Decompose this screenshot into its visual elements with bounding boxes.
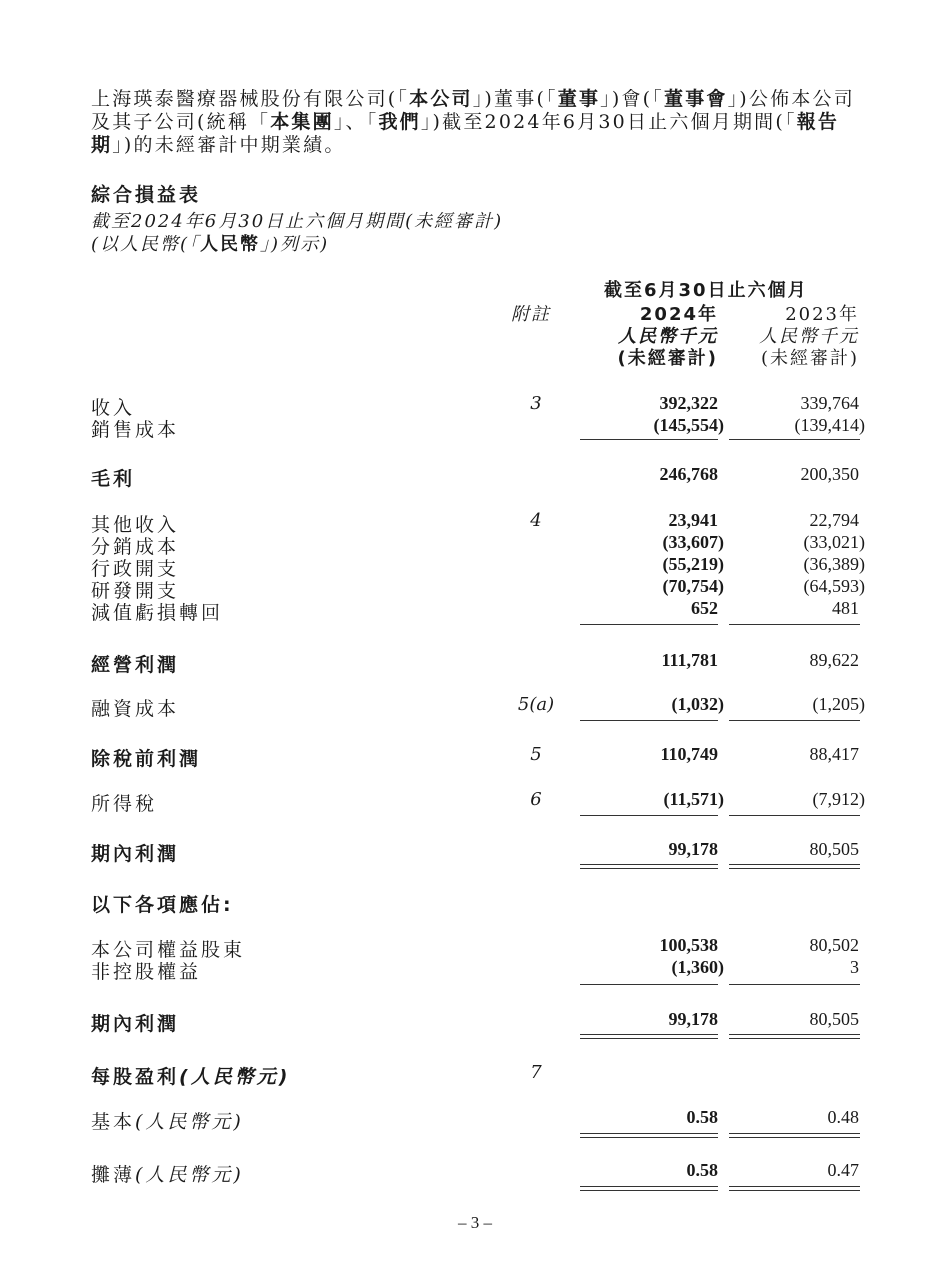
row-label: 除稅前利潤 (91, 748, 202, 770)
row-label: 研發開支 (91, 580, 180, 602)
intro-text: 」、「 (333, 111, 379, 133)
header-audit-2023: (未經審計) (760, 348, 859, 369)
row-value-2024: 99,178 (668, 839, 718, 859)
header-unit-2023: 人民幣千元 (759, 326, 859, 347)
row-label: 分銷成本 (91, 536, 180, 558)
row-value-2023: 339,764 (800, 393, 859, 413)
row-value-2023: 3 (850, 957, 859, 977)
row-value-2024: (70,754) (662, 576, 724, 596)
table-row (0, 1160, 950, 1184)
single-underline (580, 815, 718, 816)
table-row (0, 957, 950, 981)
row-label-main: 每股盈利 (91, 1066, 180, 1088)
double-underline (729, 1186, 860, 1191)
single-underline (729, 439, 860, 440)
row-value-2024: 110,749 (660, 744, 718, 764)
row-value-2023: (36,389) (803, 554, 865, 574)
row-label-main: 攤薄 (91, 1164, 136, 1186)
row-value-2023: 481 (832, 598, 859, 618)
table-row (0, 694, 950, 718)
table-row (0, 935, 950, 959)
row-note: 7 (530, 1062, 542, 1083)
intro-term-group: 本集團 (270, 111, 334, 133)
row-note: 4 (530, 510, 542, 531)
single-underline (580, 624, 718, 625)
row-label: 經營利潤 (91, 654, 180, 676)
row-value-2023: 80,502 (809, 935, 859, 955)
header-year-2023: 2023年 (785, 304, 859, 325)
row-label: 行政開支 (91, 558, 180, 580)
header-audit-2024: (未經審計) (617, 348, 718, 369)
single-underline (729, 720, 860, 721)
header-year-2024: 2024年 (639, 304, 718, 325)
row-label: 本公司權益股東 (91, 939, 246, 961)
row-value-2023: (64,593) (803, 576, 865, 596)
row-label (91, 1107, 244, 1134)
row-value-2024: 111,781 (661, 650, 718, 670)
row-value-2024: 23,941 (668, 510, 718, 530)
row-label: 毛利 (91, 468, 136, 490)
table-row (0, 839, 950, 863)
intro-term-board: 董事會 (664, 88, 728, 110)
row-value-2024: (1,032) (671, 694, 724, 714)
row-value-2024: 392,322 (659, 393, 718, 413)
single-underline (729, 815, 860, 816)
intro-text: 」)董事(「 (472, 88, 558, 110)
row-value-2023: 80,505 (809, 839, 859, 859)
table-row (0, 744, 950, 768)
row-value-2023: 80,505 (809, 1009, 859, 1029)
row-value-2023: 22,794 (809, 510, 859, 530)
row-value-2023: (1,205) (812, 694, 865, 714)
table-row (0, 598, 950, 622)
double-underline (580, 1186, 718, 1191)
header-unit-2024: 人民幣千元 (618, 326, 718, 347)
statement-title: 綜合損益表 (91, 184, 202, 206)
row-label: 減值虧損轉回 (91, 602, 224, 624)
subtitle-term-rmb: 人民幣 (200, 234, 261, 255)
table-row (0, 532, 950, 556)
row-value-2023: 88,417 (809, 744, 859, 764)
row-value-2024: 100,538 (659, 935, 718, 955)
intro-term-directors: 董事 (557, 88, 601, 110)
table-row (0, 393, 950, 417)
row-label: 銷售成本 (91, 419, 180, 441)
row-label (91, 1160, 244, 1187)
double-underline (729, 864, 860, 869)
row-value-2024: (33,607) (662, 532, 724, 552)
row-value-2024: 0.58 (686, 1107, 718, 1127)
row-value-2023: 89,622 (809, 650, 859, 670)
table-row (0, 1062, 950, 1086)
intro-text: 」)的未經審計中期業績。 (112, 134, 346, 156)
row-label: 期內利潤 (91, 843, 180, 865)
row-note: 6 (530, 789, 542, 810)
single-underline (729, 624, 860, 625)
subtitle-text: (以人民幣(「 (91, 234, 201, 255)
row-label: 收入 (91, 397, 136, 419)
row-label-unit: (人民幣元) (179, 1066, 291, 1088)
row-value-2024: (1,360) (671, 957, 724, 977)
row-value-2024: 246,768 (659, 464, 718, 484)
row-value-2024: (145,554) (653, 415, 724, 435)
table-row (0, 890, 950, 914)
intro-text: 上海瑛泰醫療器械股份有限公司(「 (91, 88, 410, 110)
row-label (91, 1062, 290, 1089)
row-label: 非控股權益 (91, 961, 202, 983)
intro-term-company: 本公司 (409, 88, 473, 110)
row-label: 所得稅 (91, 793, 158, 815)
statement-subtitle-period: 截至2024年6月30日止六個月期間(未經審計) (91, 211, 504, 232)
table-row (0, 650, 950, 674)
row-label: 以下各項應佔: (91, 894, 234, 916)
table-row (0, 510, 950, 534)
table-row (0, 464, 950, 488)
intro-term-we: 我們 (378, 111, 421, 133)
header-note: 附註 (511, 304, 551, 325)
row-value-2024: 0.58 (686, 1160, 718, 1180)
double-underline (729, 1034, 860, 1039)
double-underline (580, 1034, 718, 1039)
intro-text: 」)公佈本公司及其子公司(統稱「 (91, 88, 855, 133)
row-label: 其他收入 (91, 514, 180, 536)
row-label-main: 基本 (91, 1111, 136, 1133)
double-underline (729, 1133, 860, 1138)
row-label: 融資成本 (91, 698, 180, 720)
row-value-2024: 652 (691, 598, 718, 618)
row-value-2024: 99,178 (668, 1009, 718, 1029)
row-note: 5(a) (517, 694, 555, 715)
single-underline (580, 984, 718, 985)
row-note: 3 (530, 393, 542, 414)
table-row (0, 1009, 950, 1033)
row-value-2023: (7,912) (812, 789, 865, 809)
header-period: 截至6月30日止六個月 (604, 280, 808, 301)
single-underline (580, 439, 718, 440)
row-label-unit: (人民幣元) (135, 1164, 244, 1186)
row-label-unit: (人民幣元) (135, 1111, 244, 1133)
page-number: – 3 – (458, 1213, 492, 1232)
subtitle-text: 」)列示) (260, 234, 330, 255)
intro-text: 」)截至2024年6月30日止六個月期間(「 (420, 111, 797, 133)
double-underline (580, 1133, 718, 1138)
row-note: 5 (530, 744, 542, 765)
row-value-2024: (55,219) (662, 554, 724, 574)
table-row (0, 415, 950, 439)
single-underline (580, 720, 718, 721)
single-underline (729, 984, 860, 985)
table-row (0, 554, 950, 578)
row-value-2024: (11,571) (663, 789, 724, 809)
row-value-2023: 0.47 (827, 1160, 859, 1180)
row-value-2023: 0.48 (827, 1107, 859, 1127)
row-value-2023: (139,414) (794, 415, 865, 435)
row-value-2023: 200,350 (800, 464, 859, 484)
row-value-2023: (33,021) (803, 532, 865, 552)
table-row (0, 1107, 950, 1131)
table-row (0, 789, 950, 813)
intro-text: 」)會(「 (600, 88, 664, 110)
table-row (0, 576, 950, 600)
double-underline (580, 864, 718, 869)
row-label: 期內利潤 (91, 1013, 180, 1035)
intro-term-period: 報告期 (91, 111, 840, 156)
